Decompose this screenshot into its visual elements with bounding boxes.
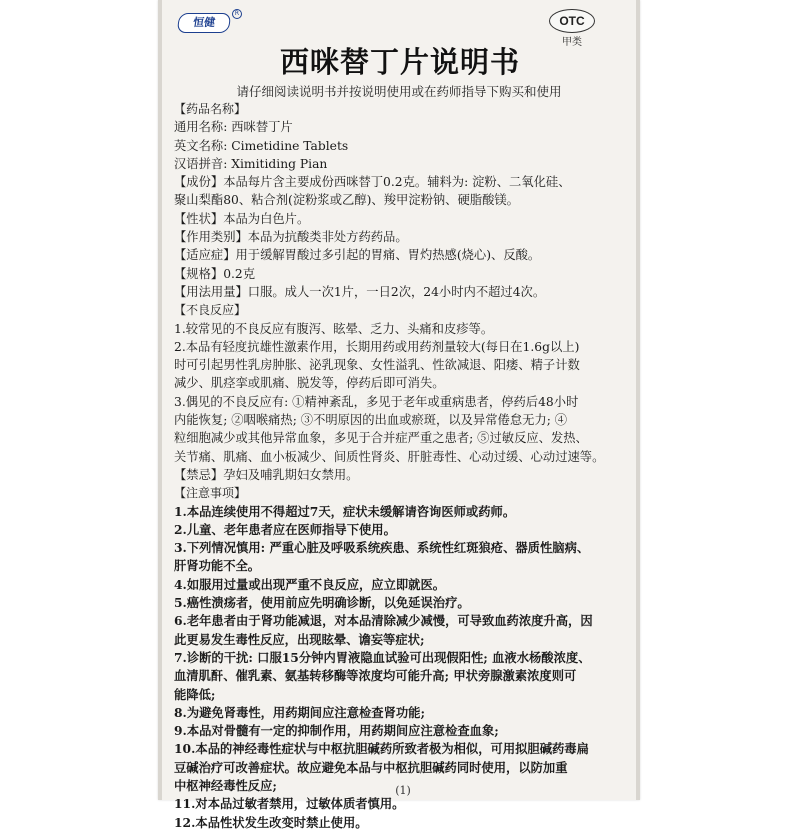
text-line: 此更易发生毒性反应，出现眩晕、谵妄等症状; (174, 631, 425, 647)
text-line: 英文名称: Cimetidine Tablets (174, 138, 349, 153)
otc-badge: OTC (549, 9, 595, 33)
text-line: 减少、肌痉挛或肌痛、脱发等，停药后即可消失。 (174, 376, 445, 391)
text-line: 【禁忌】孕妇及哺乳期妇女禁用。 (174, 467, 359, 482)
text-line: 3.下列情况慎用: 严重心脏及呼吸系统疾患、系统性红斑狼疮、器质性脑病、 (174, 540, 590, 556)
text-line: 2.本品有轻度抗雄性激素作用，长期用药或用药剂量较大(每日在1.6g以上) (174, 339, 580, 354)
text-line: 能降低; (174, 686, 216, 702)
otc-class-label: 甲类 (562, 37, 582, 48)
text-line: 【成份】本品每片含主要成份西咪替丁0.2克。辅料为: 淀粉、二氧化硅、 (174, 175, 571, 190)
text-line: 5.癌性溃疡者，使用前应先明确诊断，以免延误治疗。 (174, 595, 470, 611)
text-line: 豆碱治疗可改善症状。故应避免本品与中枢抗胆碱药同时使用，以防加重 (174, 759, 568, 775)
text-line: 粒细胞减少或其他异常血象，多见于合并症严重之患者; ⑤过敏反应、发热、 (174, 431, 588, 446)
text-line: 10.本品的神经毒性症状与中枢抗胆碱药所致者极为相似，可用拟胆碱药毒扁 (174, 741, 589, 757)
text-line: 7.诊断的干扰: 口服15分钟内胃液隐血试验可出现假阳性; 血液水杨酸浓度、 (174, 649, 591, 665)
section-heading: 【不良反应】 (174, 303, 247, 318)
text-line: 通用名称: 西咪替丁片 (174, 120, 293, 135)
text-line: 9.本品对骨髓有一定的抑制作用，用药期间应注意检查血象; (174, 723, 499, 739)
text-line: 【作用类别】本品为抗酸类非处方药药品。 (174, 230, 408, 245)
text-line: 中枢神经毒性反应; (174, 777, 277, 793)
text-line: 1.本品连续使用不得超过7天，症状未缓解请咨询医师或药师。 (174, 503, 516, 519)
text-line: 12.本品性状发生改变时禁止使用。 (174, 814, 368, 830)
text-line: 【用法用量】口服。成人一次1片，一日2次，24小时内不超过4次。 (174, 284, 546, 299)
text-line: 3.偶见的不良反应有: ①精神紊乱，多见于老年或重病患者，停药后48小时 (174, 394, 579, 409)
text-line: 8.为避免肾毒性，用药期间应注意检查肾功能; (174, 704, 426, 720)
text-line: 2.儿童、老年患者应在医师指导下使用。 (174, 521, 396, 537)
sheet-edge-right (636, 0, 640, 800)
brand-logo: 恒健 (177, 13, 232, 33)
text-line: 内能恢复; ②咽喉痛热; ③不明原因的出血或瘀斑，以及异常倦怠无力; ④ (174, 413, 568, 428)
registered-mark: R (232, 9, 242, 19)
text-line: 1.较常见的不良反应有腹泻、眩晕、乏力、头痛和皮疹等。 (174, 321, 494, 336)
text-line: 血清肌酐、催乳素、氨基转移酶等浓度均可能升高; 甲状旁腺激素浓度则可 (174, 668, 577, 684)
text-line: 【适应症】用于缓解胃酸过多引起的胃痛、胃灼热感(烧心)、反酸。 (174, 248, 541, 263)
text-line: 11.对本品过敏者禁用，过敏体质者慎用。 (174, 796, 405, 812)
sheet-edge-left (158, 0, 162, 800)
text-line: 【性状】本品为白色片。 (174, 211, 310, 226)
text-line: 【规格】0.2克 (174, 266, 256, 281)
text-line: 肝肾功能不全。 (174, 558, 261, 574)
text-line: 4.如服用过量或出现严重不良反应，应立即就医。 (174, 576, 446, 592)
leaflet-body (174, 100, 630, 832)
text-line: 时可引起男性乳房肿胀、泌乳现象、女性溢乳、性欲减退、阳痿、精子计数 (174, 358, 580, 373)
text-line: 6.老年患者由于肾功能减退，对本品清除减少减慢，可导致血药浓度升高，因 (174, 613, 593, 629)
section-heading: 【注意事项】 (174, 486, 247, 501)
text-line: 汉语拼音: Ximitiding Pian (174, 156, 328, 171)
page-number: (1) (395, 784, 411, 797)
document-subtitle: 请仔细阅读说明书并按说明使用或在药师指导下购买和使用 (236, 84, 562, 99)
text-line: 聚山梨酯80、粘合剂(淀粉浆或乙醇)、羧甲淀粉钠、硬脂酸镁。 (174, 193, 519, 208)
section-heading: 【药品名称】 (174, 102, 247, 116)
document-title: 西咪替丁片说明书 (279, 45, 520, 79)
text-line: 关节痛、肌痛、血小板减少、间质性肾炎、肝脏毒性、心动过缓、心动过速等。 (174, 449, 605, 464)
